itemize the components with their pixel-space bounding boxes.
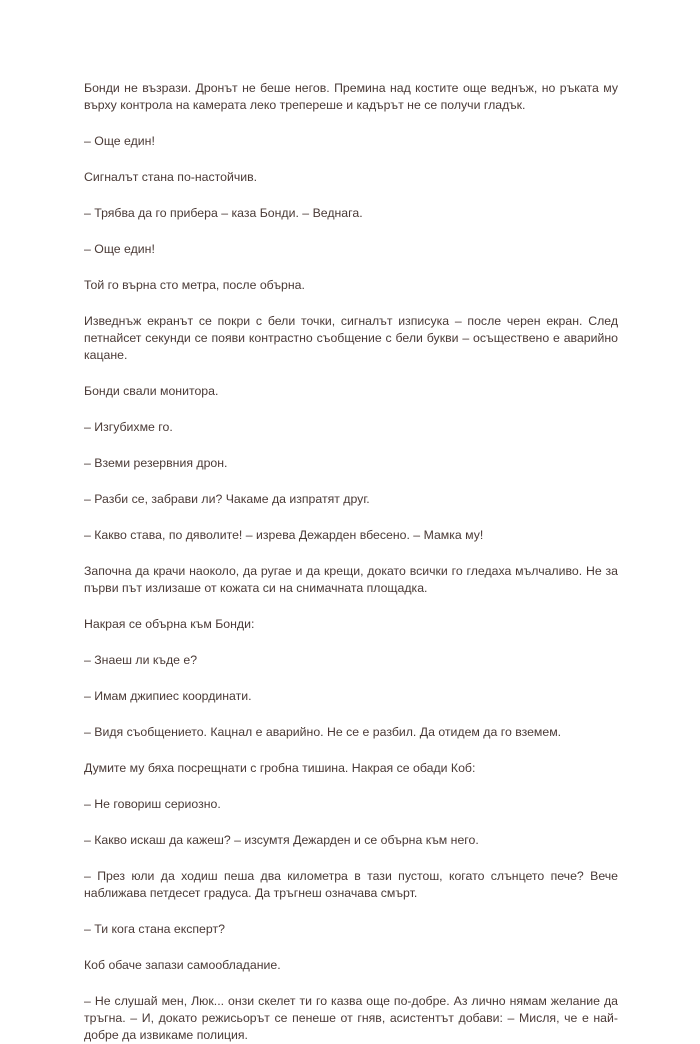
paragraph: Бонди свали монитора.	[84, 384, 219, 398]
paragraph: – Не говориш сериозно.	[84, 797, 221, 811]
paragraph: Коб обаче запази самообладание.	[84, 958, 281, 972]
paragraph: Изведнъж екранът се покри с бели точки, сигналът изписука – после черен екран. След петнайсет секунди се появи контрастно съобщение с бели букви – осъществено е аварийно кацане.	[84, 314, 618, 362]
paragraph: – Не слушай мен, Люк... онзи скелет ти го казва още по-добре. Аз лично нямам желание да тръгна. – И, докато режисьорът се пенеше от гняв, асистентът добави: – Мисля, че е най-добре да извикаме полиция.	[84, 994, 618, 1042]
paragraph: Накрая се обърна към Бонди:	[84, 617, 255, 631]
paragraph: – Какво става, по дяволите! – изрева Дежарден вбесено. – Мамка му!	[84, 528, 484, 542]
paragraph: Бонди не възрази. Дронът не беше негов. Премина над костите още веднъж, но ръката му върху контрола на камерата леко трепереше и кадърът не се получи гладък.	[84, 81, 618, 112]
paragraph: – Вземи резервния дрон.	[84, 456, 228, 470]
paragraph: – Знаеш ли къде е?	[84, 653, 198, 667]
paragraph: – Изгубихме го.	[84, 420, 173, 434]
paragraph: Думите му бяха посрещнати с гробна тишина. Накрая се обади Коб:	[84, 761, 476, 775]
paragraph: Той го върна сто метра, после обърна.	[84, 278, 305, 292]
document-body	[84, 80, 618, 1044]
paragraph: – Имам джипиес координати.	[84, 689, 252, 703]
paragraph: – Ти кога стана експерт?	[84, 922, 225, 936]
paragraph: – Трябва да го прибера – каза Бонди. – Веднага.	[84, 206, 363, 220]
paragraph: – През юли да ходиш пеша два километра в тази пустош, когато слънцето пече? Вече наближава петдесет градуса. Да тръгнеш означава смърт.	[84, 869, 618, 900]
paragraph: – Още един!	[84, 134, 155, 148]
paragraph: – Видя съобщението. Кацнал е аварийно. Не се е разбил. Да отидем да го вземем.	[84, 725, 562, 739]
paragraph: – Разби се, забрави ли? Чакаме да изпратят друг.	[84, 492, 370, 506]
paragraph: Започна да крачи наоколо, да ругае и да крещи, докато всички го гледаха мълчаливо. Не за първи път излизаше от кожата си на снимачната площадка.	[84, 564, 618, 595]
paragraph: – Какво искаш да кажеш? – изсумтя Дежарден и се обърна към него.	[84, 833, 479, 847]
paragraph: – Още един!	[84, 242, 155, 256]
paragraph: Сигналът стана по-настойчив.	[84, 170, 258, 184]
